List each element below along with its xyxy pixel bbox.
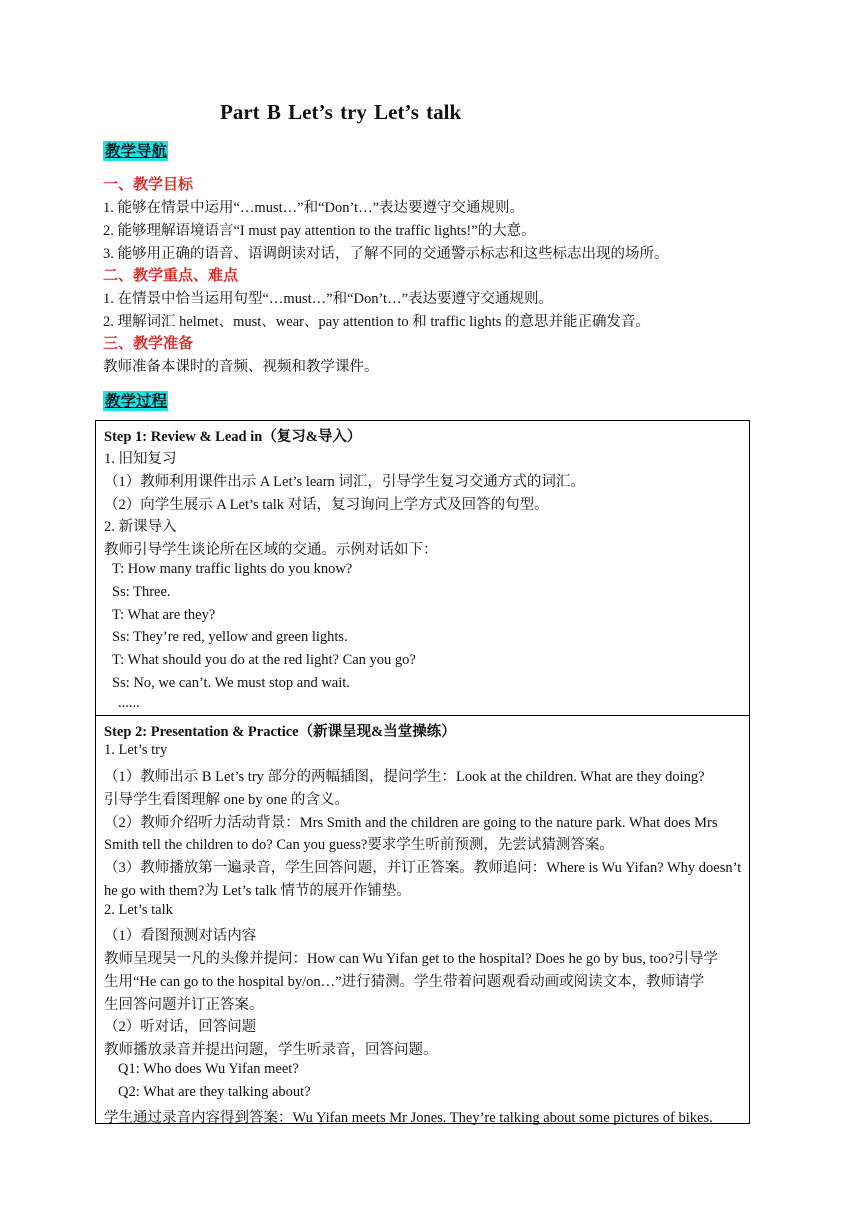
step2-line: he go with them?为 Let’s talk 情节的展开作铺垫。	[104, 883, 411, 899]
step2-line: 2. Let’s talk	[104, 902, 173, 918]
row-divider	[96, 715, 749, 716]
question-line: Q1: Who does Wu Yifan meet?	[118, 1061, 299, 1077]
step2-line: 学生通过录音内容得到答案：Wu Yifan meets Mr Jones. They’re talking about some pictures of bikes.	[104, 1110, 713, 1126]
step1-line: 2. 新课导入	[104, 519, 177, 535]
dialog-ellipsis: ......	[118, 695, 140, 711]
section-heading-preparation: 三、教学准备	[103, 336, 194, 352]
step2-line: （1）教师出示 B Let’s try 部分的两幅插图，提问学生：Look at the children. What are they doing?	[104, 769, 705, 785]
objective-item: 2. 能够理解语境语言“I must pay attention to the traffic lights!”的大意。	[103, 223, 536, 239]
step2-line: 1. Let’s try	[104, 742, 168, 758]
dialog-line: T: What are they?	[112, 607, 216, 623]
dialog-line: Ss: Three.	[112, 584, 171, 600]
step1-title: Step 1: Review & Lead in（复习&导入）	[104, 429, 362, 445]
step1-line: （2）向学生展示 A Let’s talk 对话，复习询问上学方式及回答的句型。	[104, 497, 549, 513]
step1-line: 教师引导学生谈论所在区域的交通。示例对话如下：	[104, 542, 438, 558]
step1-line: 1. 旧知复习	[104, 451, 177, 467]
step2-line: （2）听对话，回答问题	[104, 1019, 257, 1035]
process-table	[95, 420, 750, 1124]
step2-line: Smith tell the children to do? Can you guess?要求学生听前预测，先尝试猜测答案。	[104, 837, 614, 853]
step2-line: 教师呈现吴一凡的头像并提问：How can Wu Yifan get to the hospital? Does he go by bus, too?引导学	[104, 951, 718, 967]
step1-line: （1）教师利用课件出示 A Let’s learn 词汇，引导学生复习交通方式的词汇。	[104, 474, 585, 490]
process-section-header	[103, 389, 168, 411]
dialog-line: Ss: They’re red, yellow and green lights.	[112, 629, 348, 645]
dialog-line: Ss: No, we can’t. We must stop and wait.	[112, 675, 350, 691]
keypoint-item: 2. 理解词汇 helmet、must、wear、pay attention to 和 traffic lights 的意思并能正确发音。	[103, 314, 651, 330]
objective-item: 1. 能够在情景中运用“…must…”和“Don’t…”表达要遵守交通规则。	[103, 200, 525, 216]
page-title: Part B Let’s try Let’s talk	[220, 100, 462, 124]
dialog-line: T: How many traffic lights do you know?	[112, 561, 353, 577]
step2-line: 生用“He can go to the hospital by/on…”进行猜测。学生带着问题观看动画或阅读文本，教师请学	[104, 974, 705, 990]
question-line: Q2: What are they talking about?	[118, 1084, 311, 1100]
process-header-label: 教学过程	[105, 393, 168, 410]
nav-header-label: 教学导航	[105, 143, 168, 160]
preparation-item: 教师准备本课时的音频、视频和教学课件。	[103, 359, 379, 375]
step2-title: Step 2: Presentation & Practice（新课呈现&当堂操练）	[104, 724, 456, 740]
keypoint-item: 1. 在情景中恰当运用句型“…must…”和“Don’t…”表达要遵守交通规则。	[103, 291, 554, 307]
dialog-line: T: What should you do at the red light? Can you go?	[112, 652, 416, 668]
step2-line: （3）教师播放第一遍录音，学生回答问题，并订正答案。教师追问：Where is Wu Yifan? Why doesn’t	[104, 860, 742, 876]
nav-section-header	[103, 139, 168, 161]
step2-line: 教师播放录音并提出问题，学生听录音，回答问题。	[104, 1042, 438, 1058]
section-heading-keypoints: 二、教学重点、难点	[103, 268, 239, 284]
section-heading-objectives: 一、教学目标	[103, 177, 194, 193]
step2-line: 生回答问题并订正答案。	[104, 997, 264, 1013]
step2-line: （1）看图预测对话内容	[104, 928, 257, 944]
objective-item: 3. 能够用正确的语音、语调朗读对话，了解不同的交通警示标志和这些标志出现的场所。	[103, 246, 669, 262]
step2-line: 引导学生看图理解 one by one 的含义。	[104, 792, 349, 808]
step2-line: （2）教师介绍听力活动背景：Mrs Smith and the children are going to the nature park. What does Mrs	[104, 815, 718, 831]
